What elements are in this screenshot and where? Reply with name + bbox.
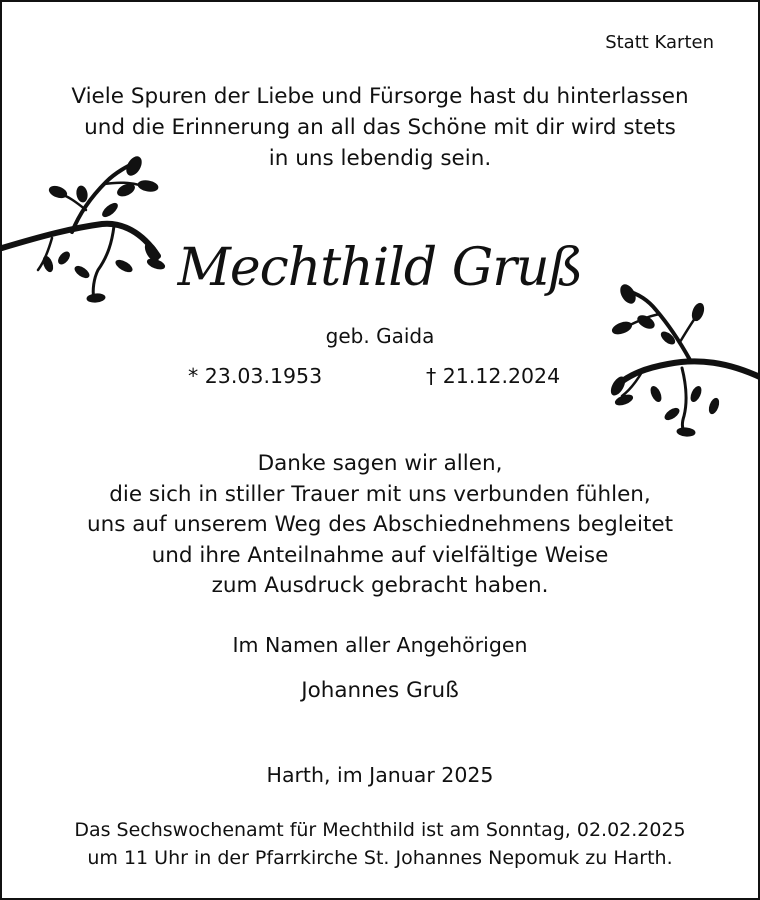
statt-karten-label: Statt Karten [605, 32, 714, 53]
notice-line: um 11 Uhr in der Pfarrkirche St. Johannes Nepomuk zu Harth. [87, 847, 673, 869]
notice-line: Das Sechswochenamt für Mechthild ist am Sonntag, 02.02.2025 [74, 819, 686, 841]
deceased-name: Mechthild Gruß [177, 238, 583, 298]
birth-date: * 23.03.1953 [188, 364, 323, 388]
thanks-line: Danke sagen wir allen, [257, 451, 503, 476]
thanks-line: uns auf unserem Weg des Abschiednehmens begleitet [86, 512, 674, 537]
poem-line: Viele Spuren der Liebe und Fürsorge hast du hinterlassen [71, 84, 689, 109]
on-behalf-text: Im Namen aller Angehörigen [232, 633, 528, 657]
birth-name: geb. Gaida [325, 324, 435, 348]
thanks-line: und ihre Anteilnahme auf vielfältige Weise [151, 543, 609, 568]
place-date: Harth, im Januar 2025 [266, 763, 494, 787]
death-date: † 21.12.2024 [426, 364, 561, 388]
signer-name: Johannes Gruß [301, 678, 459, 703]
poem-line: in uns lebendig sein. [268, 146, 492, 171]
thanks-line: die sich in stiller Trauer mit uns verbunden fühlen, [109, 482, 651, 507]
thanks-line: zum Ausdruck gebracht haben. [211, 573, 549, 598]
poem-line: und die Erinnerung an all das Schöne mit dir wird stets [84, 115, 676, 140]
right-branch-icon [602, 282, 760, 442]
